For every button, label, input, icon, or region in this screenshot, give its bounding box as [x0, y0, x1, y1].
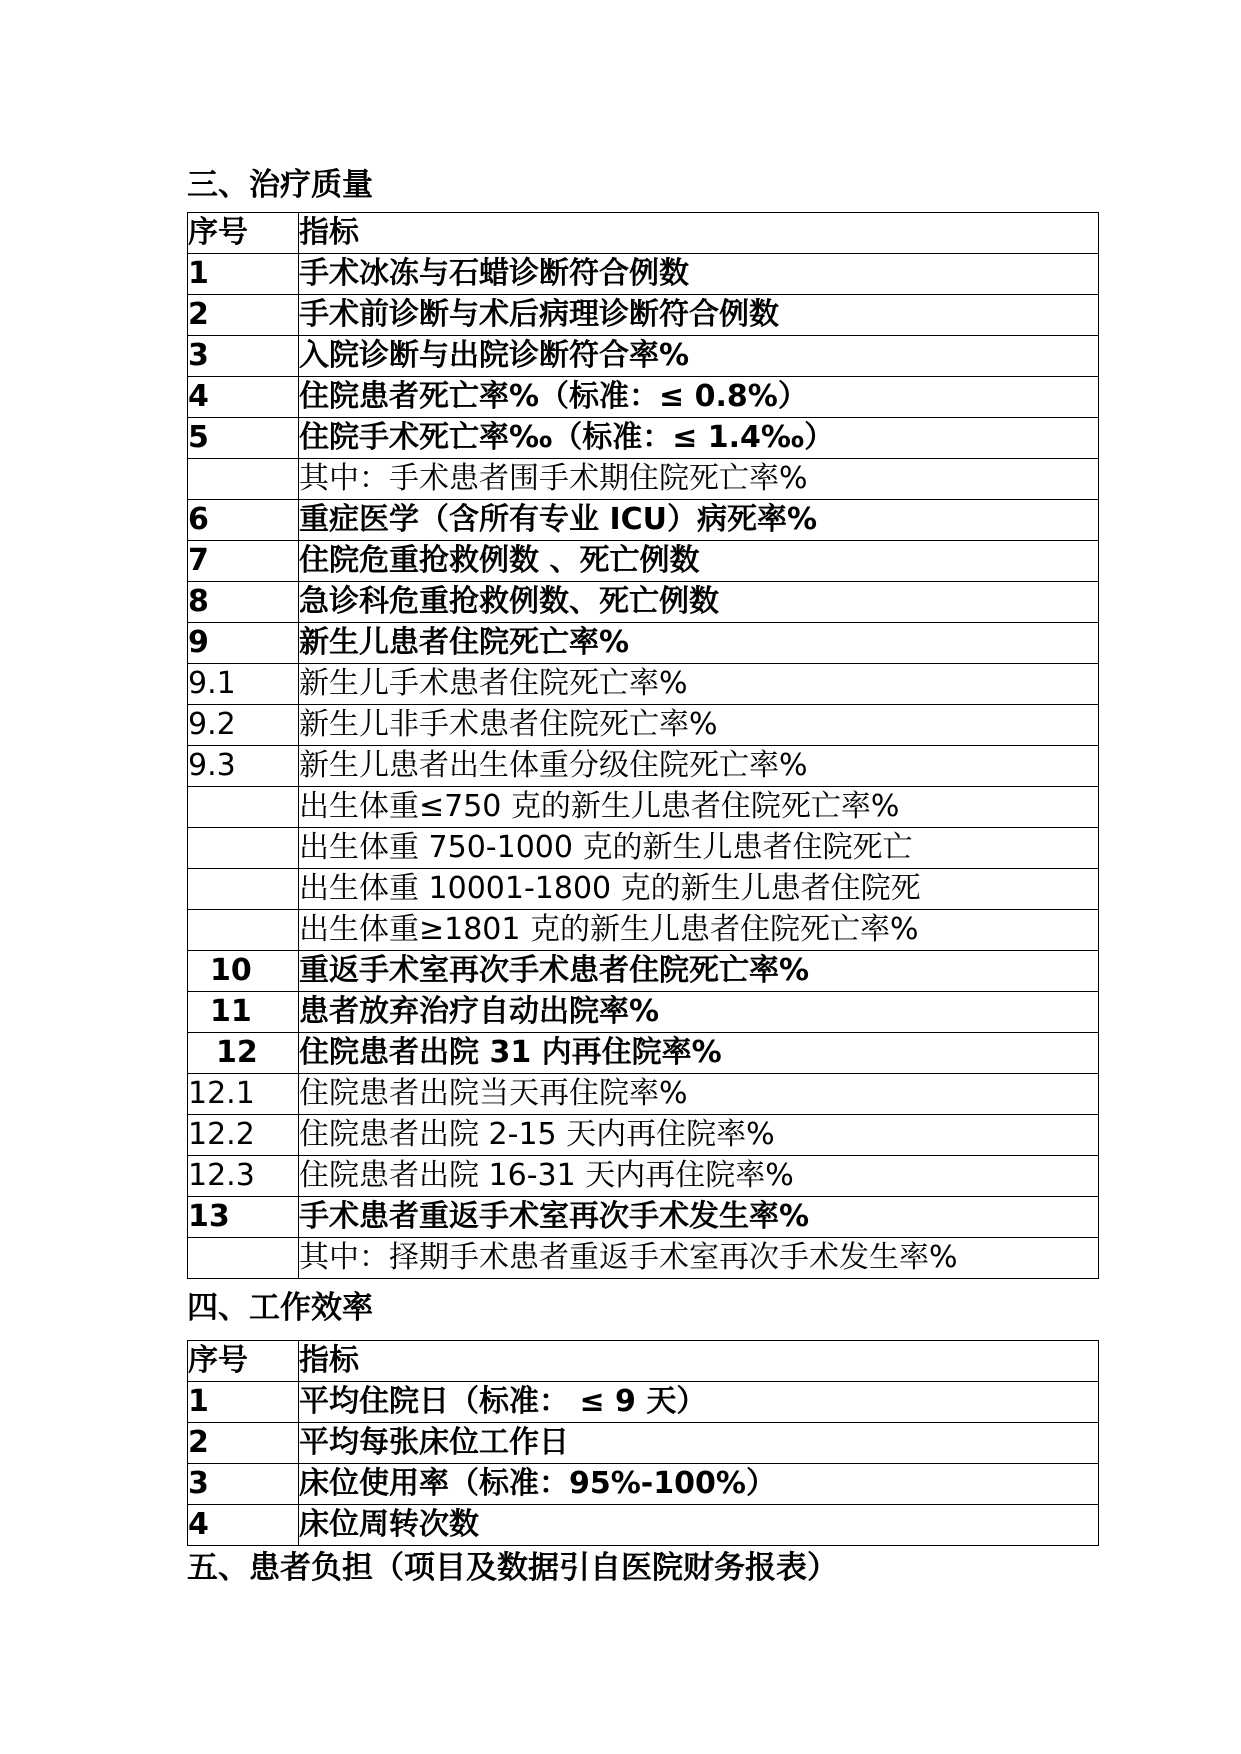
table-row: [188, 1238, 1099, 1279]
header-indicator: 指标: [299, 1341, 1099, 1382]
section-4-heading: 四、工作效率: [187, 1290, 373, 1326]
row-indicator: 患者放弃治疗自动出院率%: [299, 992, 1099, 1033]
row-indicator: 出生体重≥1801 克的新生儿患者住院死亡率%: [299, 910, 1099, 951]
section-3-heading: 三、治疗质量: [187, 167, 373, 203]
table-row: [188, 1423, 1099, 1464]
row-num: 3: [188, 1464, 299, 1505]
row-indicator: 手术患者重返手术室再次手术发生率%: [299, 1197, 1099, 1238]
table-row: [188, 541, 1099, 582]
row-indicator: 急诊科危重抢救例数、死亡例数: [299, 582, 1099, 623]
row-indicator: 出生体重 750-1000 克的新生儿患者住院死亡: [299, 828, 1099, 869]
row-num: 12.2: [188, 1115, 299, 1156]
work-efficiency-table: [187, 1340, 1099, 1546]
row-indicator: 重返手术室再次手术患者住院死亡率%: [299, 951, 1099, 992]
row-indicator: 重症医学（含所有专业 ICU）病死率%: [299, 500, 1099, 541]
table-row: [188, 500, 1099, 541]
row-num: 4: [188, 1505, 299, 1546]
row-num: 8: [188, 582, 299, 623]
table-row: [188, 1464, 1099, 1505]
header-indicator: 指标: [299, 213, 1099, 254]
table-row: [188, 664, 1099, 705]
row-num: 12.1: [188, 1074, 299, 1115]
row-indicator: 住院危重抢救例数 、死亡例数: [299, 541, 1099, 582]
treatment-quality-table: [187, 212, 1099, 1279]
table-row: [188, 869, 1099, 910]
table-row: [188, 1074, 1099, 1115]
table-row: [188, 787, 1099, 828]
row-num: 10: [188, 951, 299, 992]
row-num: [188, 1238, 299, 1279]
row-num: 9.2: [188, 705, 299, 746]
row-indicator: 住院患者出院 2-15 天内再住院率%: [299, 1115, 1099, 1156]
section-5-heading: 五、患者负担（项目及数据引自医院财务报表）: [187, 1550, 838, 1586]
row-num: 11: [188, 992, 299, 1033]
row-indicator: 手术冰冻与石蜡诊断符合例数: [299, 254, 1099, 295]
table-row: [188, 746, 1099, 787]
table-header-row: [188, 1341, 1099, 1382]
table-row: [188, 623, 1099, 664]
row-num: [188, 869, 299, 910]
row-num: 1: [188, 1382, 299, 1423]
row-indicator: 其中：择期手术患者重返手术室再次手术发生率%: [299, 1238, 1099, 1279]
row-num: [188, 459, 299, 500]
row-indicator: 住院患者出院当天再住院率%: [299, 1074, 1099, 1115]
row-indicator: 住院患者死亡率%（标准：≤ 0.8%）: [299, 377, 1099, 418]
row-indicator: 床位周转次数: [299, 1505, 1099, 1546]
table-row: [188, 377, 1099, 418]
table-row: [188, 418, 1099, 459]
row-indicator: 新生儿非手术患者住院死亡率%: [299, 705, 1099, 746]
row-indicator: 住院患者出院 16-31 天内再住院率%: [299, 1156, 1099, 1197]
row-indicator: 新生儿患者住院死亡率%: [299, 623, 1099, 664]
row-num: 5: [188, 418, 299, 459]
table-row: [188, 992, 1099, 1033]
table-row: [188, 1197, 1099, 1238]
table-header-row: [188, 213, 1099, 254]
table-row: [188, 582, 1099, 623]
row-num: 6: [188, 500, 299, 541]
table-row: [188, 1156, 1099, 1197]
table-row: [188, 295, 1099, 336]
row-num: 3: [188, 336, 299, 377]
row-num: 1: [188, 254, 299, 295]
table-row: [188, 1115, 1099, 1156]
table-row: [188, 1382, 1099, 1423]
table-row: [188, 459, 1099, 500]
row-indicator: 入院诊断与出院诊断符合率%: [299, 336, 1099, 377]
row-indicator: 新生儿患者出生体重分级住院死亡率%: [299, 746, 1099, 787]
table-row: [188, 254, 1099, 295]
row-indicator: 新生儿手术患者住院死亡率%: [299, 664, 1099, 705]
row-num: 4: [188, 377, 299, 418]
row-num: 13: [188, 1197, 299, 1238]
row-num: [188, 910, 299, 951]
header-num: 序号: [188, 213, 299, 254]
row-num: 12.3: [188, 1156, 299, 1197]
row-num: 2: [188, 1423, 299, 1464]
header-num: 序号: [188, 1341, 299, 1382]
row-indicator: 出生体重≤750 克的新生儿患者住院死亡率%: [299, 787, 1099, 828]
row-num: 7: [188, 541, 299, 582]
table-row: [188, 1505, 1099, 1546]
row-num: 9.1: [188, 664, 299, 705]
table-row: [188, 828, 1099, 869]
row-num: 9: [188, 623, 299, 664]
row-num: 9.3: [188, 746, 299, 787]
row-indicator: 床位使用率（标准：95%-100%）: [299, 1464, 1099, 1505]
row-num: 2: [188, 295, 299, 336]
row-num: [188, 787, 299, 828]
row-num: [188, 828, 299, 869]
row-indicator: 住院手术死亡率‰（标准：≤ 1.4‰）: [299, 418, 1099, 459]
table-row: [188, 910, 1099, 951]
table-row: [188, 1033, 1099, 1074]
row-num: 12: [188, 1033, 299, 1074]
table-row: [188, 336, 1099, 377]
row-indicator: 其中：手术患者围手术期住院死亡率%: [299, 459, 1099, 500]
row-indicator: 出生体重 10001-1800 克的新生儿患者住院死: [299, 869, 1099, 910]
table-row: [188, 705, 1099, 746]
row-indicator: 平均住院日（标准： ≤ 9 天）: [299, 1382, 1099, 1423]
row-indicator: 住院患者出院 31 内再住院率%: [299, 1033, 1099, 1074]
row-indicator: 平均每张床位工作日: [299, 1423, 1099, 1464]
table-row: [188, 951, 1099, 992]
row-indicator: 手术前诊断与术后病理诊断符合例数: [299, 295, 1099, 336]
